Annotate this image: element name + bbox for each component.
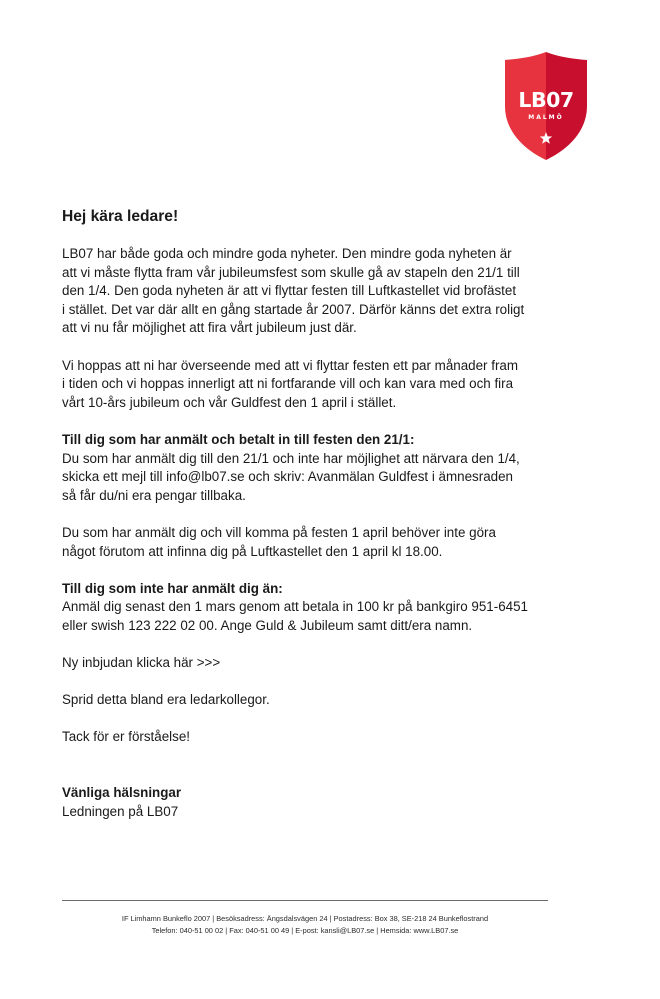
footer-divider xyxy=(62,900,548,901)
text-line: Du som har anmält dig och vill komma på festen 1 april behöver inte göra xyxy=(62,524,496,540)
text-line: att vi nu får möjlighet att fira vårt jubileum just där. xyxy=(62,320,357,336)
text-line: skicka ett mejl till info@lb07.se och skriv: Avanmälan Guldfest i ämnesraden xyxy=(62,469,513,485)
text-line: i tiden och vi hoppas innerligt att ni fortfarande vill och kan vara med och fira xyxy=(62,376,514,392)
footer xyxy=(62,913,548,937)
text-line: Anmäl dig senast den 1 mars genom att betala in 100 kr på bankgiro 951-6451 xyxy=(62,599,528,615)
text-line: att vi måste flytta fram vår jubileumsfest som skulle gå av stapeln den 21/1 till xyxy=(62,264,520,280)
section-paid-registrants xyxy=(62,431,562,505)
signature-text: Ledningen på LB07 xyxy=(62,803,179,819)
letter-body xyxy=(62,207,562,821)
paragraph-attendance xyxy=(62,524,562,561)
text-line: i stället. Det var där allt en gång startade år 2007. Därför känns det extra roligt xyxy=(62,301,525,317)
footer-address-line: IF Limhamn Bunkeflo 2007 | Besöksadress: Ängsdalsvägen 24 | Postadress: Box 38, SE-218 24 Bunkeflostrand xyxy=(121,914,489,923)
section-unregistered xyxy=(62,580,562,636)
text-line: vårt 10-års jubileum och vår Guldfest den 1 april i stället. xyxy=(62,394,397,410)
paragraph-spread xyxy=(62,691,562,710)
invite-link[interactable] xyxy=(62,654,562,673)
section-heading: Till dig som har anmält och betalt in till festen den 21/1: xyxy=(62,431,415,447)
letter-signoff xyxy=(62,784,562,821)
text-line: Vi hoppas att ni har överseende med att vi flyttar festen ett par månader fram xyxy=(62,357,519,373)
footer-contact-line: Telefon: 040-51 00 02 | Fax: 040-51 00 49 | E-post: kansli@LB07.se | Hemsida: www.LB07.se xyxy=(151,926,459,935)
text-line: Sprid detta bland era ledarkollegor. xyxy=(62,692,270,708)
text-line: något förutom att infinna dig på Luftkastellet den 1 april kl 18.00. xyxy=(62,543,443,559)
paragraph-apology xyxy=(62,357,562,413)
text-line: LB07 har både goda och mindre goda nyheter. Den mindre goda nyheten är xyxy=(62,246,512,261)
text-line: så får du/ni era pengar tillbaka. xyxy=(62,487,246,503)
crest-subtitle: MALMÖ xyxy=(528,114,564,121)
invite-link-text[interactable]: Ny inbjudan klicka här >>> xyxy=(62,655,221,671)
crest-title: LB07 xyxy=(518,88,574,112)
letter-greeting: Hej kära ledare! xyxy=(62,208,179,225)
closing-text: Vänliga hälsningar xyxy=(62,785,182,801)
text-line: den 1/4. Den goda nyheten är att vi flyttar festen till Luftkastellet vid brofästet xyxy=(62,283,517,299)
text-line: Du som har anmält dig till den 21/1 och inte har möjlighet att närvara den 1/4, xyxy=(62,450,520,466)
text-line: eller swish 123 222 02 00. Ange Guld & Jubileum samt ditt/era namn. xyxy=(62,617,473,633)
paragraph-thanks xyxy=(62,728,562,747)
section-heading: Till dig som inte har anmält dig än: xyxy=(62,580,283,596)
text-line: Tack för er förståelse! xyxy=(62,729,191,745)
lb07-malmo-crest-logo xyxy=(503,50,589,162)
paragraph-news xyxy=(62,245,562,338)
